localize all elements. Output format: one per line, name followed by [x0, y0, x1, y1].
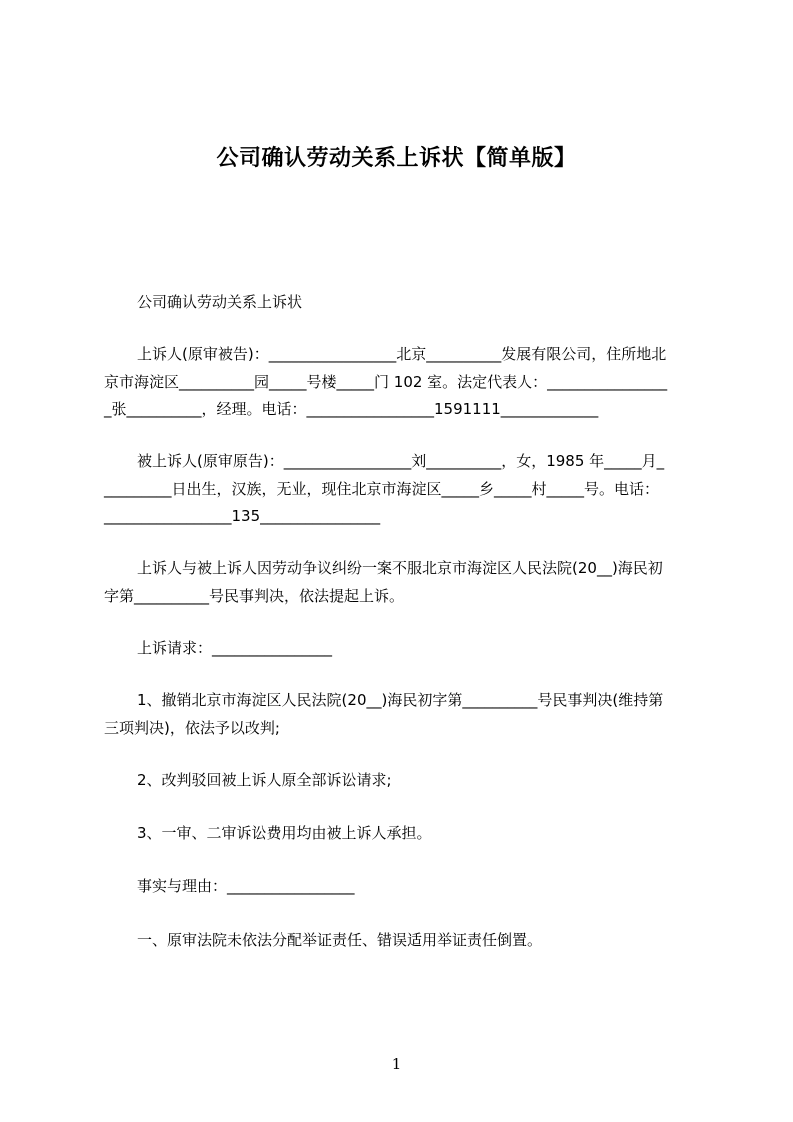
- appellee-line-2: _________日出生，汉族，无业，现住北京市海淀区_____乡_____村_____号。电话：: [104, 480, 660, 498]
- facts-heading: 事实与理由：_________________: [137, 877, 355, 895]
- request-1-line-1: 1、撤销北京市海淀区人民法院(20__)海民初字第__________号民事判决(维持第: [137, 691, 664, 709]
- appellant-line-2: 京市海淀区__________园_____号楼_____门 102 室。法定代表人：________________: [104, 373, 668, 391]
- page-number: 1: [391, 1055, 402, 1073]
- document-title: 公司确认劳动关系上诉状【简单版】: [216, 146, 577, 171]
- appellant-line-3: _张__________，经理。电话：_________________1591111_____________: [104, 400, 599, 418]
- request-1-line-2: 三项判决)，依法予以改判;: [104, 719, 280, 737]
- appellant-line-1: 上诉人(原审被告)：_________________北京__________发展有限公司，住所地北: [137, 345, 667, 363]
- appellee-line-3: _________________135________________: [104, 507, 381, 525]
- case-line-2: 字第__________号民事判决，依法提起上诉。: [104, 587, 405, 605]
- request-3: 3、一审、二审诉讼费用均由被上诉人承担。: [137, 824, 432, 842]
- request-2: 2、改判驳回被上诉人原全部诉讼请求;: [137, 771, 392, 789]
- case-line-1: 上诉人与被上诉人因劳动争议纠纷一案不服北京市海淀区人民法院(20__)海民初: [137, 559, 663, 577]
- request-heading: 上诉请求：________________: [137, 639, 333, 657]
- reason-1: 一、原审法院未依法分配举证责任、错误适用举证责任倒置。: [137, 931, 543, 949]
- appellee-line-1: 被上诉人(原审原告)：_________________刘__________，女，1985 年_____月_: [137, 452, 665, 470]
- document-subtitle: 公司确认劳动关系上诉状: [137, 293, 303, 311]
